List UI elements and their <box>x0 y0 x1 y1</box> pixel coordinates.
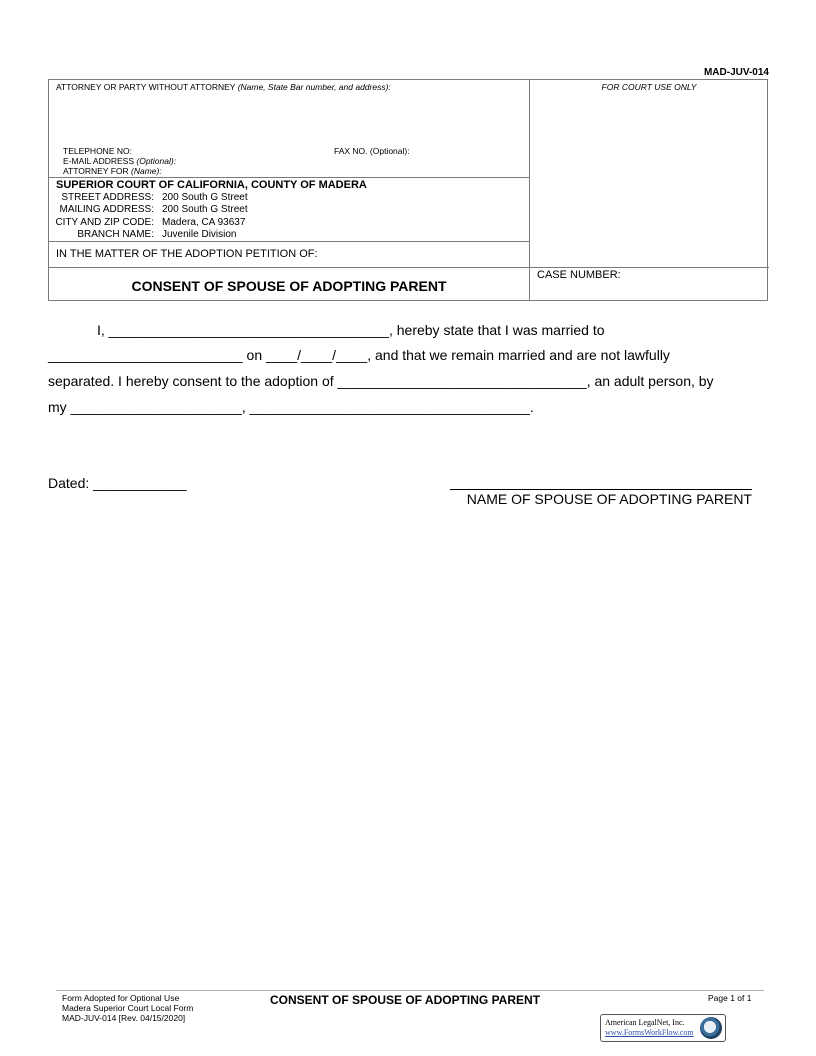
matter-label: IN THE MATTER OF THE ADOPTION PETITION OF: <box>56 248 318 260</box>
fax-label: FAX NO. (Optional): <box>334 146 410 156</box>
caption-box <box>48 79 768 301</box>
statement-line-4: my ______________________, ____________________________________. <box>48 399 534 415</box>
footer-rule <box>56 990 764 991</box>
address-row: MAILING ADDRESS: 200 South G Street <box>59 204 248 216</box>
caption-divider-1 <box>49 177 529 178</box>
footer-title: CONSENT OF SPOUSE OF ADOPTING PARENT <box>270 993 541 1007</box>
court-name: SUPERIOR COURT OF CALIFORNIA, COUNTY OF MADERA <box>56 179 367 191</box>
footer-page: Page 1 of 1 <box>708 993 752 1003</box>
court-use-label: FOR COURT USE ONLY <box>601 82 697 92</box>
signature-caption: NAME OF SPOUSE OF ADOPTING PARENT <box>466 491 752 507</box>
case-number-label: CASE NUMBER: <box>537 269 621 281</box>
court-address <box>49 192 248 241</box>
dated-line: Dated: ____________ <box>48 475 187 491</box>
attorney-label: ATTORNEY OR PARTY WITHOUT ATTORNEY (Name, State Bar number, and address): <box>56 82 391 92</box>
address-row: BRANCH NAME: Juvenile Division <box>77 228 237 240</box>
form-id: MAD-JUV-014 <box>703 67 769 78</box>
form-title: CONSENT OF SPOUSE OF ADOPTING PARENT <box>131 278 447 294</box>
logo-text: American LegalNet, Inc. www.FormsWorkFlow.com <box>605 1018 694 1037</box>
legalnet-logo[interactable] <box>600 1014 726 1042</box>
address-row: CITY AND ZIP CODE: Madera, CA 93637 <box>55 216 246 228</box>
footer-local-form: Madera Superior Court Local Form <box>62 1003 194 1013</box>
caption-divider-3 <box>49 267 769 268</box>
globe-icon <box>700 1017 722 1039</box>
email-label: E-MAIL ADDRESS (Optional): <box>63 156 177 166</box>
caption-divider-2 <box>49 241 529 242</box>
footer-revision: MAD-JUV-014 [Rev. 04/15/2020] <box>62 1013 186 1023</box>
footer-adopted: Form Adopted for Optional Use <box>62 993 180 1003</box>
statement-line-2: _________________________ on ____/____/____, and that we remain married and are not lawfully <box>48 347 670 363</box>
attorney-for-label: ATTORNEY FOR (Name): <box>63 166 162 176</box>
statement-line-1: I, ____________________________________, hereby state that I was married to <box>97 322 605 338</box>
telephone-label: TELEPHONE NO: <box>63 146 132 156</box>
statement-line-3: separated. I hereby consent to the adoption of ________________________________, an adult person, by <box>48 373 714 389</box>
address-row: STREET ADDRESS: 200 South G Street <box>61 192 248 203</box>
